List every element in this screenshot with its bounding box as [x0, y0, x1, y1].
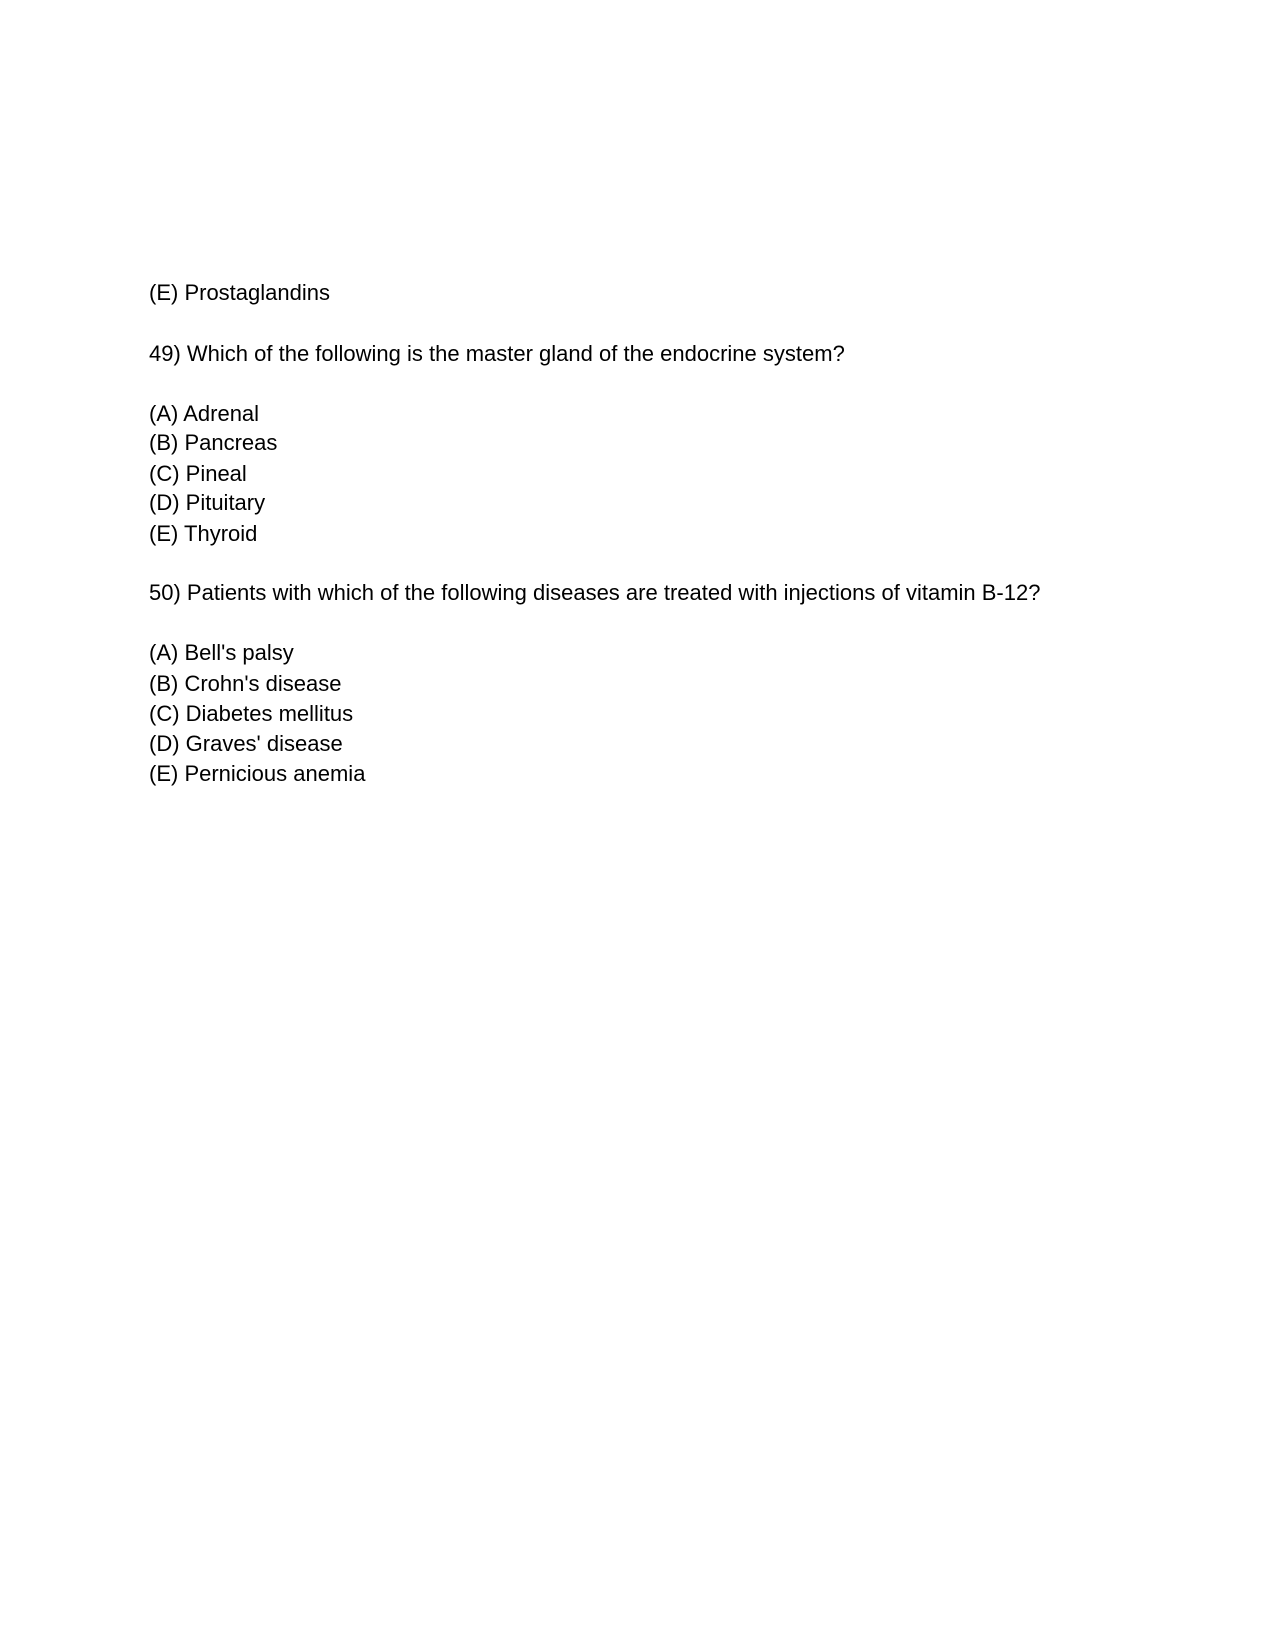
option-d: (D) Graves' disease: [149, 731, 343, 756]
option-a: (A) Bell's palsy: [149, 640, 294, 665]
option-c: (C) Pineal: [149, 461, 247, 486]
option-a: (A) Adrenal: [149, 401, 260, 426]
option-c: (C) Diabetes mellitus: [149, 701, 354, 726]
option-b: (B) Pancreas: [149, 430, 278, 455]
option-d: (D) Pituitary: [149, 490, 266, 515]
question-text: 50) Patients with which of the following diseases are treated with injections of vitamin B-12?: [149, 580, 1041, 605]
option-e: (E) Pernicious anemia: [149, 761, 366, 786]
carryover-option: (E) Prostaglandins: [149, 280, 330, 305]
option-e: (E) Thyroid: [149, 521, 258, 546]
option-b: (B) Crohn's disease: [149, 671, 342, 696]
question-text: 49) Which of the following is the master gland of the endocrine system?: [149, 341, 845, 366]
